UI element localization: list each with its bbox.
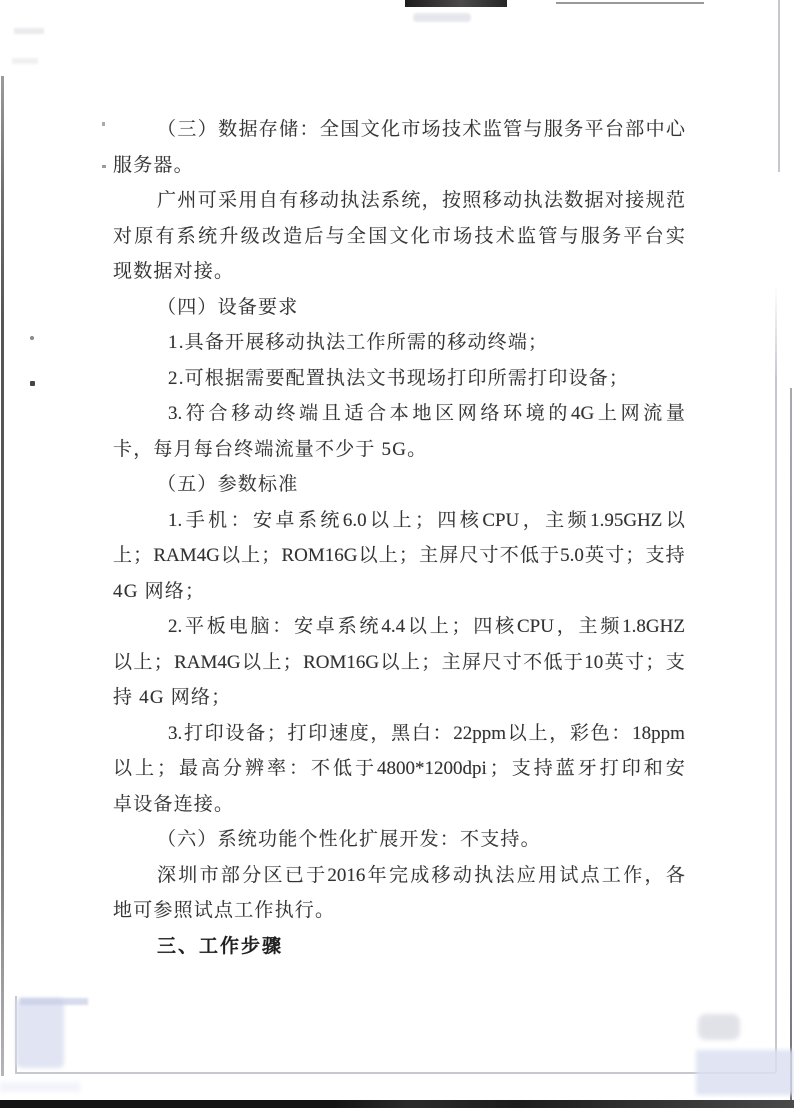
scan-artifact-left-edge-line: [1, 76, 4, 1076]
scan-artifact-right-outer-line: [790, 388, 792, 1108]
document-body: [113, 112, 685, 964]
doc-line: 2. 平 板 电 脑 ： 安 卓 系 统 4.4 以 上 ； 四 核 CPU ， 主 频 1.8GHZ: [168, 616, 685, 637]
doc-line: 地可参照试点工作执行。: [113, 900, 336, 921]
doc-line: 以 上 ； 最 高 分 辨 率 ： 不 低 于 4800*1200dpi ； 支 持 蓝 牙 打 印 和 安: [113, 758, 685, 779]
doc-line: 持 4G 网络；: [113, 687, 232, 708]
doc-line: 卡，每月每台终端流量不少于 5G。: [113, 438, 428, 460]
scan-artifact-bottomleft-blue-smudge: [16, 998, 64, 1068]
doc-line: （ 三 ） 数 据 存 储 ： 全 国 文 化 市 场 技 术 监 管 与 服 务 平 台 部 中 心: [157, 119, 685, 140]
doc-line: 3. 打 印 设 备 ； 打 印 速 度 ， 黑 白 ： 22ppm 以 上 ， 彩 色 ： 18ppm: [168, 722, 685, 744]
section-heading-parameters: （五）参数标准: [157, 474, 299, 495]
page-border-bottom-left: [15, 996, 17, 1073]
scan-artifact-bottomleft-blue-streak: [20, 998, 88, 1005]
scan-artifact-top-dark-bar: [405, 0, 507, 7]
doc-line: 对 原 有 系 统 升 级 改 造 后 与 全 国 文 化 市 场 技 术 监 管 与 服 务 平 台 实: [113, 225, 685, 247]
doc-line: 上 ； RAM4G 以 上 ； ROM16G 以 上 ； 主 屏 尺 寸 不 低 于 5.0 英 寸 ； 支 持: [113, 545, 685, 566]
doc-line: 深 圳 市 部 分 区 已 于 2016 年 完 成 移 动 执 法 应 用 试 点 工 作 ， 各: [157, 864, 685, 886]
doc-line: 现数据对接。: [113, 261, 235, 282]
scan-artifact-bottomleft-blue-under: [0, 1082, 80, 1092]
doc-line: 1. 手 机 ： 安 卓 系 统 6.0 以 上 ； 四 核 CPU ， 主 频 1.95GHZ 以: [168, 509, 685, 531]
doc-line: 卓设备连接。: [113, 793, 235, 815]
scan-artifact-speck: [102, 122, 105, 126]
doc-line: 1.具备开展移动执法工作所需的移动终端；: [168, 332, 549, 353]
scan-artifact-margin-dot: [30, 381, 35, 386]
section-heading-work-steps: 三、工作步骤: [157, 935, 284, 957]
doc-line: 3. 符 合 移 动 终 端 且 适 合 本 地 区 网 络 环 境 的 4G 上 网 流 量: [168, 403, 685, 424]
scan-artifact-bottomright-blue-smudge: [696, 1050, 794, 1095]
doc-line: 4G 网络；: [113, 580, 206, 602]
scan-artifact-speck: [102, 165, 106, 168]
scan-artifact-top-light-line: [556, 2, 704, 4]
scan-artifact-top-smudge: [413, 13, 471, 22]
doc-line: 以 上 ； RAM4G 以 上 ； ROM16G 以 上 ； 主 屏 尺 寸 不 低 于 10 英 寸 ； 支: [113, 651, 685, 673]
scan-artifact-margin-dot: [30, 336, 34, 340]
doc-line: 服务器。: [113, 154, 194, 176]
doc-line: 2.可根据需要配置执法文书现场打印所需打印设备；: [168, 367, 630, 389]
section-heading-equipment: （四）设备要求: [157, 296, 299, 318]
scan-artifact-right-top-line: [778, 0, 780, 172]
page-border-bottom: [15, 1072, 775, 1074]
scan-artifact-bottom-black-bar: [0, 1100, 794, 1108]
scan-artifact-topleft-streak: [12, 58, 38, 64]
page-border-right: [775, 285, 777, 1073]
doc-line: 广 州 可 采 用 自 有 移 动 执 法 系 统 ， 按 照 移 动 执 法 数 据 对 接 规 范: [157, 190, 685, 211]
scan-artifact-topleft-streak: [14, 28, 44, 34]
scan-artifact-bottomright-gray-smudge: [698, 1014, 740, 1040]
section-heading-customization: （六）系统功能个性化扩展开发：不支持。: [157, 829, 541, 850]
